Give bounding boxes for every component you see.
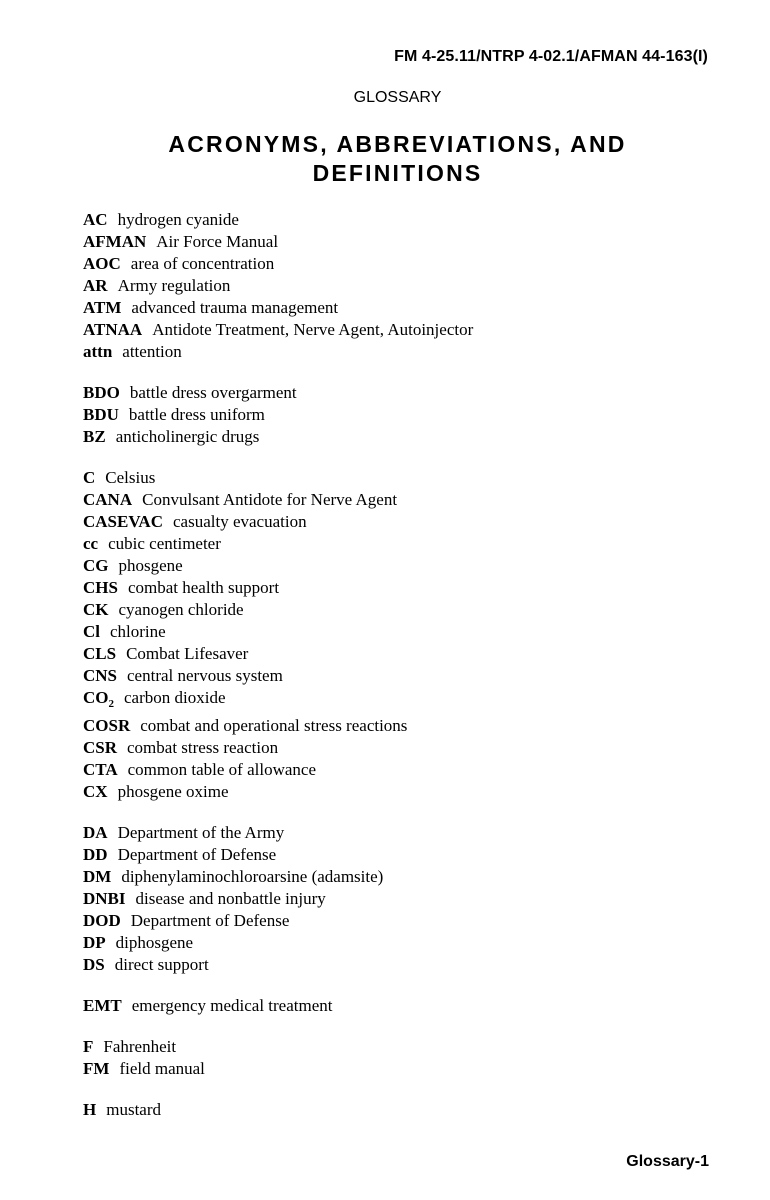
glossary-entry bbox=[83, 737, 723, 759]
entry-definition: advanced trauma management bbox=[131, 298, 339, 317]
page-title-line-2: DEFINITIONS bbox=[312, 160, 483, 186]
entry-definition: Combat Lifesaver bbox=[126, 644, 249, 663]
entry-definition: phosgene oxime bbox=[117, 782, 229, 801]
glossary-entry bbox=[83, 382, 723, 404]
entry-abbreviation: CG bbox=[83, 556, 109, 575]
glossary-entry bbox=[83, 781, 723, 803]
entry-abbreviation: CSR bbox=[83, 738, 118, 757]
entry-definition: combat stress reaction bbox=[127, 738, 279, 757]
entry-definition: cyanogen chloride bbox=[118, 600, 244, 619]
entry-abbreviation: DNBI bbox=[83, 889, 126, 908]
glossary-entry bbox=[83, 715, 723, 737]
entry-abbreviation: F bbox=[83, 1037, 94, 1056]
glossary-entry bbox=[83, 844, 723, 866]
glossary-entry bbox=[83, 643, 723, 665]
entry-abbreviation: AFMAN bbox=[83, 232, 147, 251]
glossary-entry bbox=[83, 489, 723, 511]
entry-abbreviation: C bbox=[83, 468, 96, 487]
glossary-group bbox=[83, 209, 723, 363]
glossary-group bbox=[83, 822, 723, 976]
entry-abbreviation: Cl bbox=[83, 622, 100, 641]
entry-abbreviation-subscript: 2 bbox=[108, 698, 114, 710]
entry-abbreviation: CO bbox=[83, 688, 109, 707]
section-label: GLOSSARY bbox=[353, 89, 442, 106]
glossary-entry bbox=[83, 665, 723, 687]
glossary-group bbox=[83, 1036, 723, 1080]
entry-definition: Convulsant Antidote for Nerve Agent bbox=[142, 490, 398, 509]
glossary-entry bbox=[83, 319, 723, 341]
entry-definition: combat health support bbox=[127, 578, 280, 597]
entry-abbreviation: AOC bbox=[83, 254, 121, 273]
entry-abbreviation: attn bbox=[83, 342, 113, 361]
entry-abbreviation: DA bbox=[83, 823, 108, 842]
glossary-entry bbox=[83, 995, 723, 1017]
entry-abbreviation: BZ bbox=[83, 427, 106, 446]
glossary-entry bbox=[83, 1058, 723, 1080]
entry-abbreviation: CX bbox=[83, 782, 108, 801]
glossary-entry bbox=[83, 1036, 723, 1058]
glossary-group bbox=[83, 1099, 723, 1121]
entry-abbreviation: CANA bbox=[83, 490, 133, 509]
entry-definition: direct support bbox=[114, 955, 209, 974]
glossary-group bbox=[83, 467, 723, 803]
glossary-entry bbox=[83, 687, 723, 715]
glossary-entry bbox=[83, 467, 723, 489]
page-title bbox=[0, 130, 770, 188]
entry-definition: diphenylaminochloroarsine (adamsite) bbox=[121, 867, 384, 886]
entry-abbreviation: CLS bbox=[83, 644, 117, 663]
entry-abbreviation: DP bbox=[83, 933, 106, 952]
entry-definition: Celsius bbox=[105, 468, 156, 487]
entry-definition: emergency medical treatment bbox=[131, 996, 333, 1015]
glossary-entry bbox=[83, 209, 723, 231]
entry-definition: Fahrenheit bbox=[103, 1037, 177, 1056]
entry-definition: cubic centimeter bbox=[108, 534, 221, 553]
glossary-entry bbox=[83, 426, 723, 448]
entry-definition: diphosgene bbox=[115, 933, 194, 952]
glossary-entry bbox=[83, 759, 723, 781]
glossary-entry bbox=[83, 231, 723, 253]
entry-definition: hydrogen cyanide bbox=[117, 210, 239, 229]
entry-definition: chlorine bbox=[110, 622, 166, 641]
glossary-entry bbox=[83, 621, 723, 643]
entry-abbreviation: DD bbox=[83, 845, 108, 864]
glossary-entry bbox=[83, 297, 723, 319]
entry-abbreviation: CHS bbox=[83, 578, 118, 597]
entry-definition: common table of allowance bbox=[127, 760, 316, 779]
entry-definition: Department of Defense bbox=[117, 845, 277, 864]
glossary-entry bbox=[83, 822, 723, 844]
glossary-entry bbox=[83, 1099, 723, 1121]
glossary-entry bbox=[83, 404, 723, 426]
entry-definition: area of concentration bbox=[130, 254, 275, 273]
entry-abbreviation: CASEVAC bbox=[83, 512, 163, 531]
entry-definition: attention bbox=[122, 342, 182, 361]
entry-definition: Department of Defense bbox=[130, 911, 290, 930]
entry-abbreviation: cc bbox=[83, 534, 99, 553]
entry-definition: disease and nonbattle injury bbox=[135, 889, 326, 908]
entry-abbreviation: H bbox=[83, 1100, 97, 1119]
entry-abbreviation: FM bbox=[83, 1059, 110, 1078]
entry-abbreviation: ATNAA bbox=[83, 320, 143, 339]
glossary-entry bbox=[83, 533, 723, 555]
entry-abbreviation: DM bbox=[83, 867, 112, 886]
entry-definition: combat and operational stress reactions bbox=[140, 716, 408, 735]
entry-definition: mustard bbox=[106, 1100, 162, 1119]
entry-abbreviation: BDO bbox=[83, 383, 120, 402]
entry-definition: carbon dioxide bbox=[124, 688, 226, 707]
document-id: FM 4-25.11/NTRP 4-02.1/AFMAN 44-163(I) bbox=[394, 48, 708, 65]
glossary-entry bbox=[83, 577, 723, 599]
entry-abbreviation: ATM bbox=[83, 298, 122, 317]
entry-abbreviation: DS bbox=[83, 955, 105, 974]
entry-abbreviation: AC bbox=[83, 210, 108, 229]
entry-abbreviation: BDU bbox=[83, 405, 119, 424]
entry-definition: Antidote Treatment, Nerve Agent, Autoinjector bbox=[152, 320, 474, 339]
entry-definition: casualty evacuation bbox=[173, 512, 307, 531]
entry-abbreviation: COSR bbox=[83, 716, 131, 735]
glossary-entry bbox=[83, 866, 723, 888]
glossary-entry bbox=[83, 253, 723, 275]
entry-definition: battle dress uniform bbox=[128, 405, 265, 424]
entry-definition: Department of the Army bbox=[117, 823, 285, 842]
glossary-entries bbox=[83, 209, 723, 1140]
glossary-entry bbox=[83, 888, 723, 910]
entry-definition: battle dress overgarment bbox=[129, 383, 297, 402]
entry-abbreviation: CK bbox=[83, 600, 109, 619]
glossary-entry bbox=[83, 932, 723, 954]
entry-abbreviation: DOD bbox=[83, 911, 121, 930]
entry-abbreviation: CTA bbox=[83, 760, 118, 779]
glossary-entry bbox=[83, 954, 723, 976]
page-title-line-1: ACRONYMS, ABBREVIATIONS, AND bbox=[168, 131, 627, 157]
entry-definition: phosgene bbox=[118, 556, 183, 575]
entry-definition: Air Force Manual bbox=[156, 232, 279, 251]
entry-definition: Army regulation bbox=[117, 276, 231, 295]
entry-definition: central nervous system bbox=[127, 666, 283, 685]
glossary-entry bbox=[83, 511, 723, 533]
glossary-entry bbox=[83, 341, 723, 363]
glossary-entry bbox=[83, 275, 723, 297]
glossary-group bbox=[83, 382, 723, 448]
glossary-entry bbox=[83, 599, 723, 621]
entry-definition: field manual bbox=[119, 1059, 205, 1078]
page-number: Glossary-1 bbox=[626, 1153, 709, 1170]
entry-abbreviation: AR bbox=[83, 276, 108, 295]
entry-abbreviation: EMT bbox=[83, 996, 122, 1015]
glossary-entry bbox=[83, 555, 723, 577]
glossary-group bbox=[83, 995, 723, 1017]
entry-definition: anticholinergic drugs bbox=[115, 427, 260, 446]
entry-abbreviation: CNS bbox=[83, 666, 118, 685]
glossary-entry bbox=[83, 910, 723, 932]
